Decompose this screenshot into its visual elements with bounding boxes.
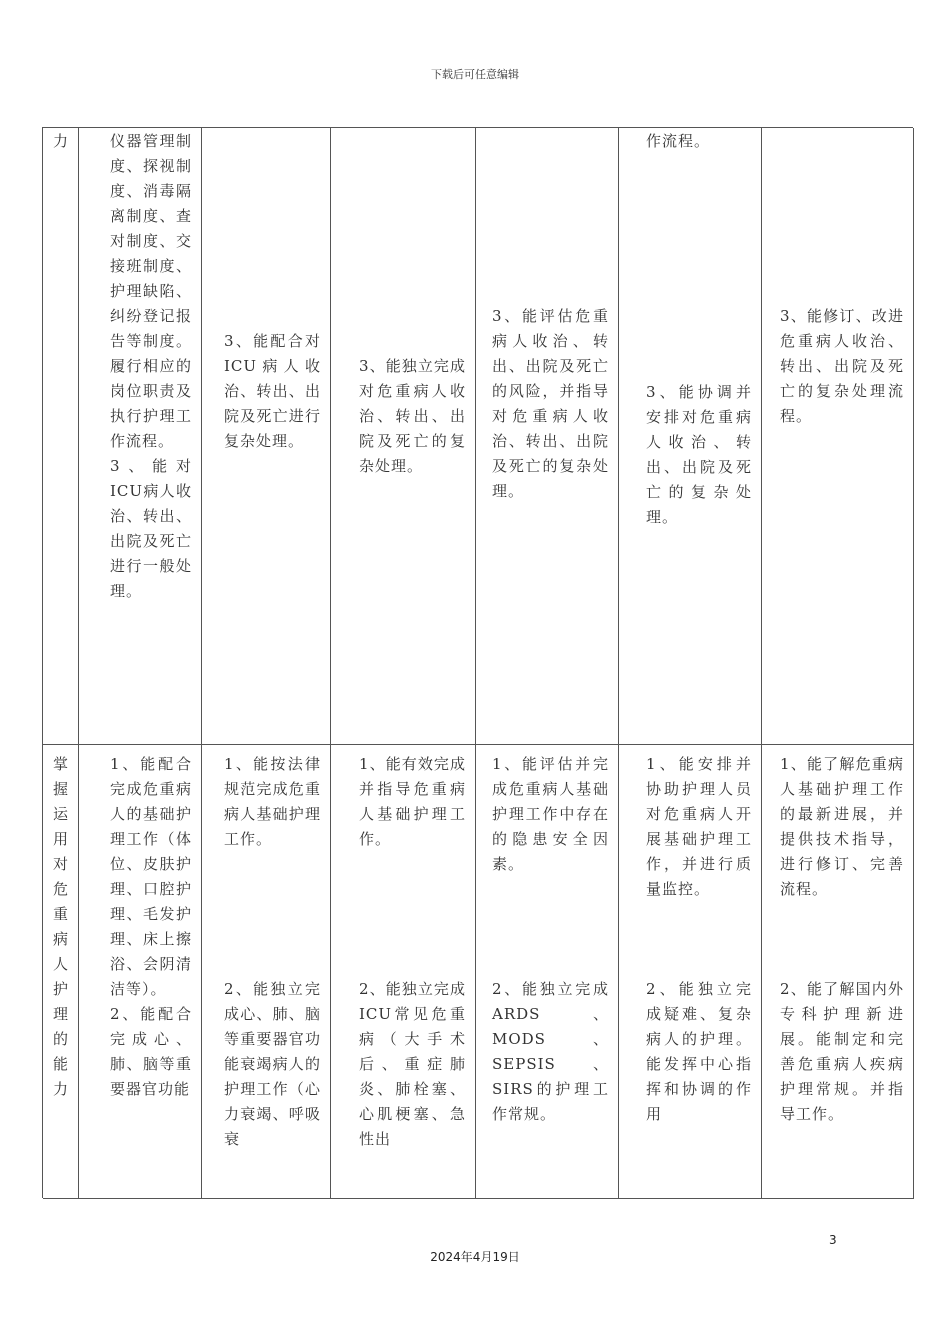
row2-category: 掌握运用对危重病人护理的能力	[43, 745, 79, 1199]
row1-level6: 3、能修订、改进危重病人收治、转出、出院及死亡的复杂处理流程。	[762, 128, 914, 745]
row1-level3: 3、能独立完成对危重病人收治、转出、出院及死亡的复杂处理。	[331, 128, 476, 745]
row2-level5: 1、能安排并协助护理人员对危重病人开展基础护理工作，并进行质量监控。 2、能独立完成疑难、复杂病人的护理。能发挥中心指挥和协调的作用	[619, 745, 762, 1199]
competency-table	[42, 127, 913, 1198]
row2-level4: 1、能评估并完成危重病人基础护理工作中存在的隐患安全因素。 2、能独立完成ARDS、MODS、SEPSIS、SIRS的护理工作常规。	[476, 745, 619, 1199]
row2-level6: 1、能了解危重病人基础护理工作的最新进展，并提供技术指导，进行修订、完善流程。 2、能了解国内外专科护理新进展。能制定和完善危重病人疾病护理常规。并指导工作。	[762, 745, 914, 1199]
row1-level1: 仪器管理制度、探视制度、消毒隔离制度、查对制度、交接班制度、护理缺陷、纠纷登记报告等制度。履行相应的岗位职责及执行护理工作流程。 3、能对ICU病人收治、转出、出院及死亡进行一般处理。	[79, 128, 202, 745]
row2-level3: 1、能有效完成并指导危重病人基础护理工作。 2、能独立完成ICU常见危重病（大手术后、重症肺炎、肺栓塞、心肌梗塞、急性出	[331, 745, 476, 1199]
page-number: 3	[829, 1233, 837, 1247]
footer-date: 2024年4月19日	[430, 1250, 520, 1264]
row1-category: 力	[43, 128, 79, 745]
page-header: 下载后可任意编辑	[431, 68, 519, 81]
row1-level2: 3、能配合对ICU病人收治、转出、出院及死亡进行复杂处理。	[202, 128, 331, 745]
row2-level2: 1、能按法律规范完成危重病人基础护理工作。 2、能独立完成心、肺、脑等重要器官功能衰竭病人的护理工作（心力衰竭、呼吸衰	[202, 745, 331, 1199]
row2-level1: 1、能配合完成危重病人的基础护理工作（体位、皮肤护理、口腔护理、毛发护理、床上擦浴、会阴清洁等）。 2、能配合完成心、肺、脑等重要器官功能	[79, 745, 202, 1199]
row1-level4: 3、能评估危重病人收治、转出、出院及死亡的风险，并指导对危重病人收治、转出、出院及死亡的复杂处理。	[476, 128, 619, 745]
row1-level5: 作流程。 3、能协调并安排对危重病人收治、转出、出院及死亡的复杂处理。	[619, 128, 762, 745]
